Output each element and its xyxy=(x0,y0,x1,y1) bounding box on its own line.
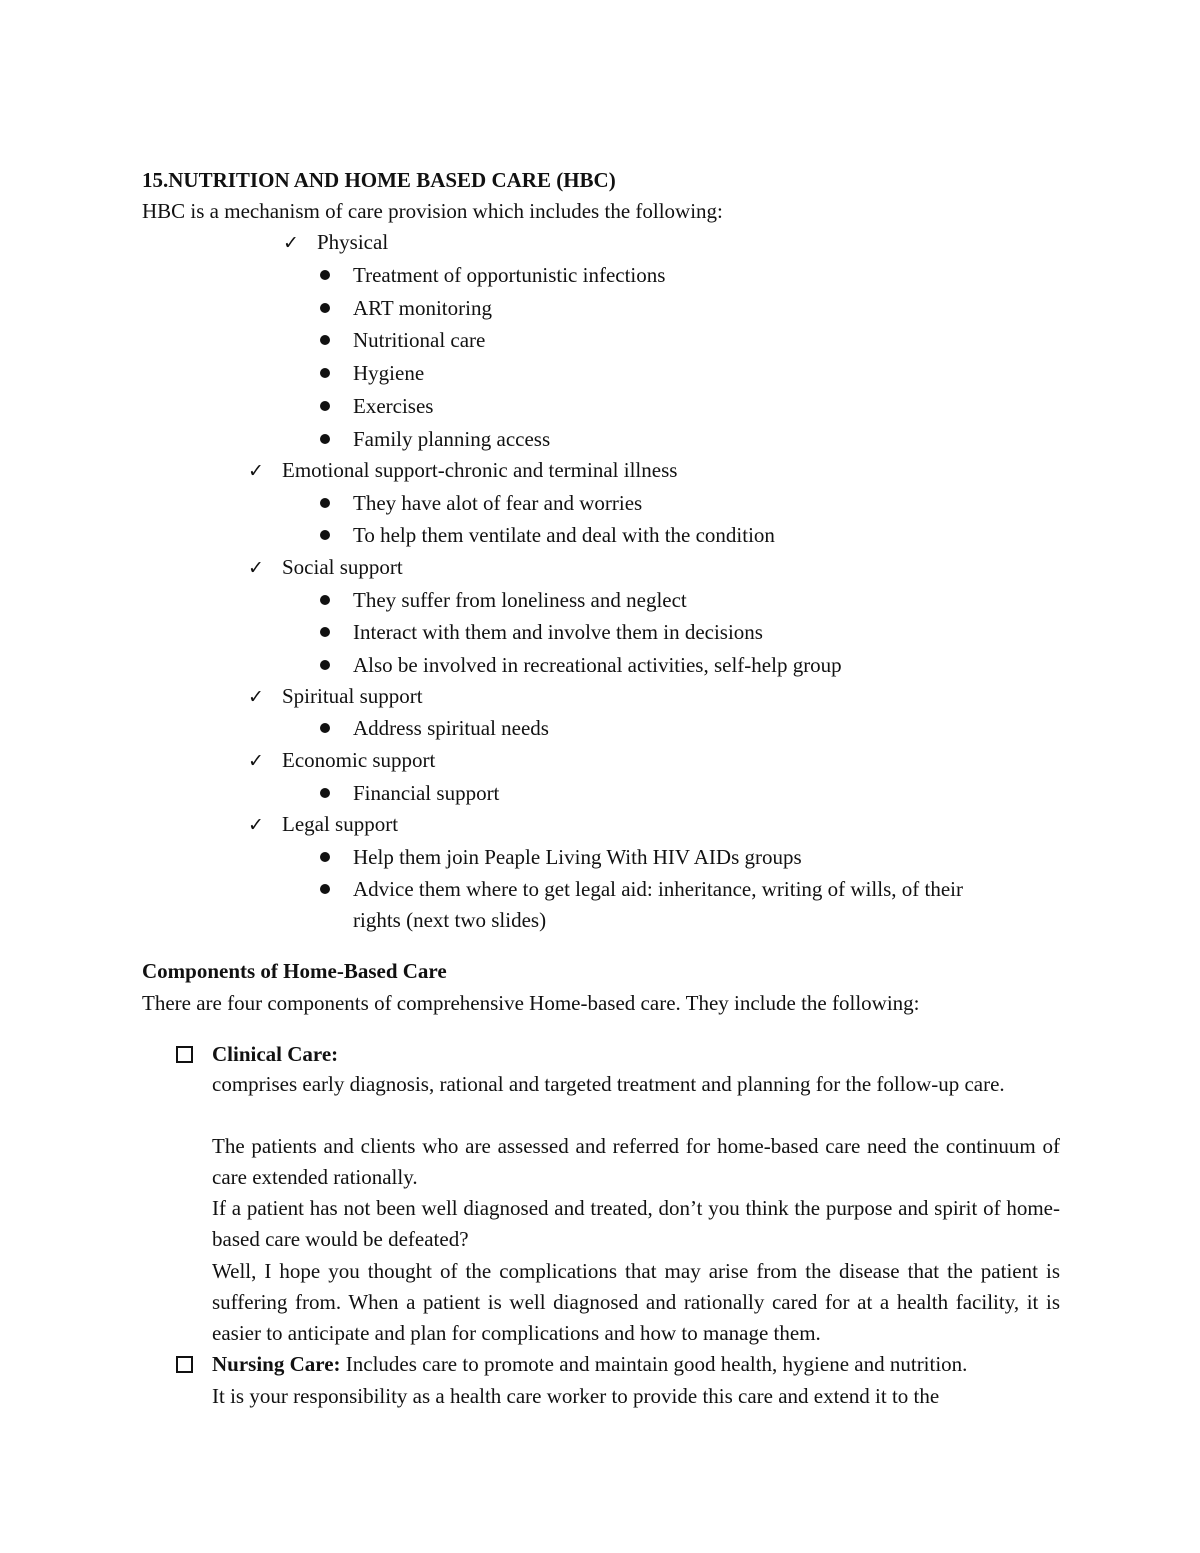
clinical-care-paragraph: If a patient has not been well diagnosed and treated, don’t you think the purpose and spirit of home-based care would be defeated? xyxy=(212,1196,1060,1251)
check-item-label: Economic support xyxy=(282,748,436,772)
clinical-care-paragraph: comprises early diagnosis, rational and targeted treatment and planning for the follow-up care. xyxy=(212,1072,1005,1096)
bullet-item: ART monitoring xyxy=(320,295,492,321)
bullet-icon xyxy=(320,270,330,280)
check-item-label: Emotional support-chronic and terminal illness xyxy=(282,458,678,482)
bullet-item: To help them ventilate and deal with the condition xyxy=(320,522,775,548)
bullet-icon xyxy=(320,627,330,637)
bullet-item: Nutritional care xyxy=(320,327,485,353)
checkmark-icon: ✓ xyxy=(248,814,264,836)
clinical-care-paragraph: The patients and clients who are assessed and referred for home-based care need the continuum of care extended rationally. xyxy=(212,1134,1060,1189)
nursing-care-label: Nursing Care: xyxy=(212,1352,341,1376)
bullet-icon xyxy=(320,434,330,444)
bullet-item: Exercises xyxy=(320,393,433,419)
clinical-care-paragraph: Well, I hope you thought of the complications that may arise from the disease that the patient is suffering from. When a patient is well diagnosed and rationally cared for at a health facility, it is easier to anticipate and plan for complications and how to manage them. xyxy=(212,1259,1060,1345)
check-item-label: Physical xyxy=(317,230,389,254)
bullet-item: Help them join Peaple Living With HIV AIDs groups xyxy=(320,844,802,870)
bullet-item: Also be involved in recreational activities, self-help group xyxy=(320,652,842,678)
bullet-item: Advice them where to get legal aid: inheritance, writing of wills, of their xyxy=(320,876,963,902)
checkmark-icon: ✓ xyxy=(248,750,264,772)
bullet-item: Interact with them and involve them in decisions xyxy=(320,619,763,645)
bullet-item: They have alot of fear and worries xyxy=(320,490,642,516)
bullet-icon xyxy=(320,335,330,345)
section-heading: 15.NUTRITION AND HOME BASED CARE (HBC) xyxy=(142,168,616,192)
bullet-icon xyxy=(320,368,330,378)
component-clinical-care xyxy=(176,1041,338,1067)
nursing-care-continuation: It is your responsibility as a health care worker to provide this care and extend it to the xyxy=(212,1384,940,1408)
check-item-legal xyxy=(248,811,398,838)
checkmark-icon: ✓ xyxy=(248,686,264,708)
bullet-item: Financial support xyxy=(320,780,499,806)
check-item-social xyxy=(248,554,403,581)
checkbox-square-icon xyxy=(176,1046,193,1063)
bullet-item: They suffer from loneliness and neglect xyxy=(320,587,687,613)
check-item-label: Legal support xyxy=(282,812,399,836)
check-item-physical xyxy=(283,229,388,256)
bullet-icon xyxy=(320,660,330,670)
bullet-icon xyxy=(320,852,330,862)
bullet-icon xyxy=(320,723,330,733)
checkbox-square-icon xyxy=(176,1356,193,1373)
bullet-item: Hygiene xyxy=(320,360,424,386)
components-heading: Components of Home-Based Care xyxy=(142,959,447,983)
check-item-spiritual xyxy=(248,683,423,710)
section-intro: HBC is a mechanism of care provision which includes the following: xyxy=(142,199,723,223)
check-item-label: Spiritual support xyxy=(282,684,423,708)
check-item-economic xyxy=(248,747,435,774)
bullet-icon xyxy=(320,303,330,313)
clinical-care-label: Clinical Care: xyxy=(212,1042,339,1066)
components-intro: There are four components of comprehensive Home-based care. They include the following: xyxy=(142,991,920,1015)
bullet-item: Address spiritual needs xyxy=(320,715,549,741)
bullet-icon xyxy=(320,884,330,894)
checkmark-icon: ✓ xyxy=(248,557,264,579)
check-item-emotional xyxy=(248,457,677,484)
bullet-item: Treatment of opportunistic infections xyxy=(320,262,665,288)
bullet-icon xyxy=(320,595,330,605)
bullet-icon xyxy=(320,530,330,540)
bullet-icon xyxy=(320,788,330,798)
bullet-icon xyxy=(320,498,330,508)
bullet-icon xyxy=(320,401,330,411)
check-item-label: Social support xyxy=(282,555,403,579)
bullet-item: Family planning access xyxy=(320,426,550,452)
nursing-care-text: Includes care to promote and maintain good health, hygiene and nutrition. xyxy=(345,1352,968,1376)
bullet-continuation: rights (next two slides) xyxy=(353,908,547,932)
checkmark-icon: ✓ xyxy=(283,232,299,254)
component-nursing-care xyxy=(176,1351,967,1377)
checkmark-icon: ✓ xyxy=(248,460,264,482)
